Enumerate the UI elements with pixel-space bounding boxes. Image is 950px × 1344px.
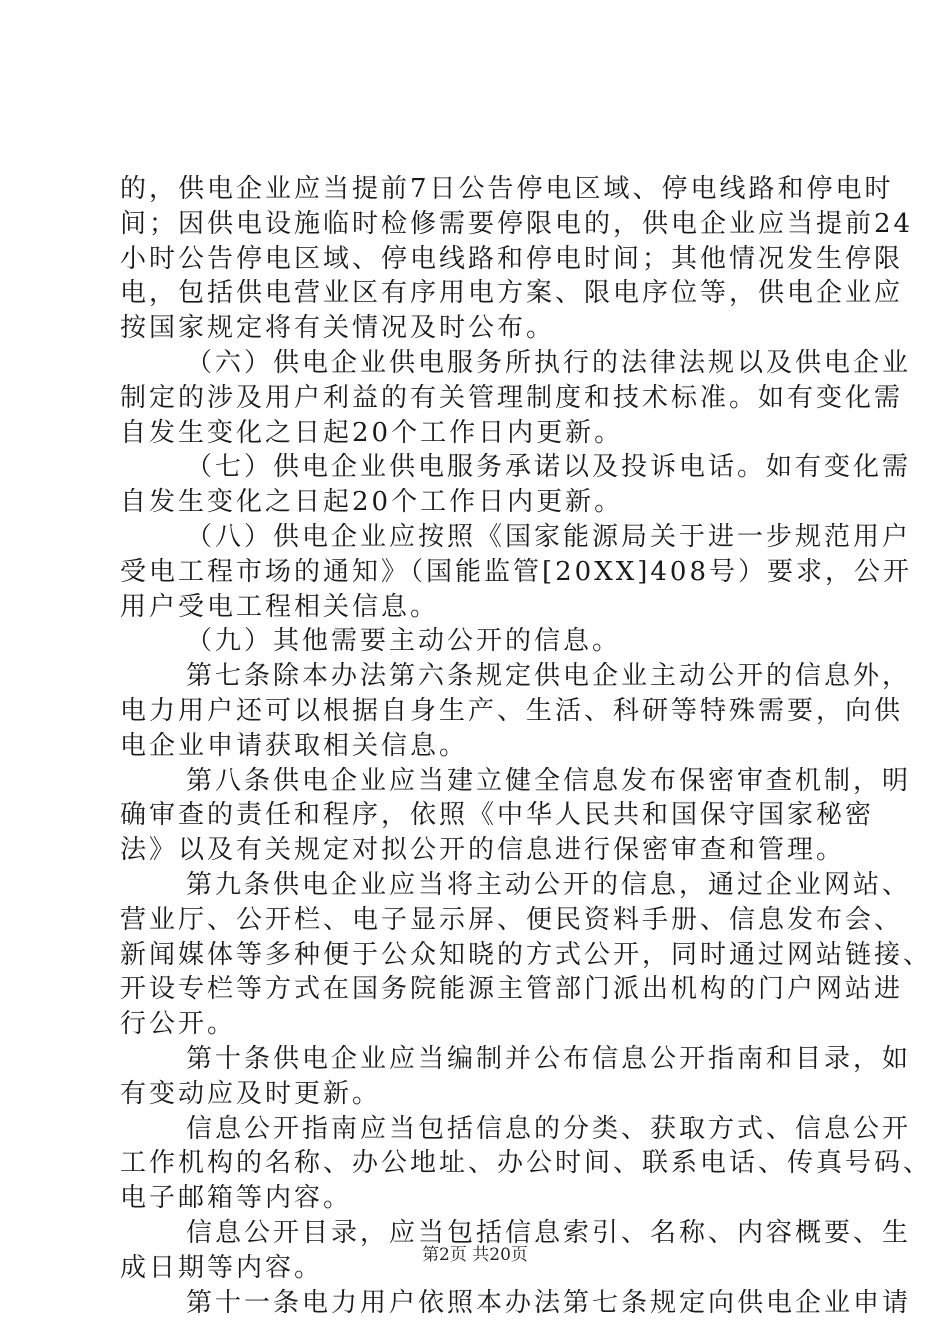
text-line: 间；因供电设施临时检修需要停限电的，供电企业应当提前24 [120, 208, 914, 239]
paragraph-start-line: 第九条供电企业应当将主动公开的信息，通过企业网站、 [186, 869, 912, 900]
paragraph-start-line: （九）其他需要主动公开的信息。 [186, 626, 622, 657]
text-line: 自发生变化之日起20个工作日内更新。 [120, 487, 624, 518]
paragraph-start-line: 第七条除本办法第六条规定供电企业主动公开的信息外， [186, 661, 912, 692]
paragraph-start-line: （七）供电企业供电服务承诺以及投诉电话。如有变化需 [186, 452, 912, 483]
text-line: 电力用户还可以根据自身生产、生活、科研等特殊需要，向供 [120, 695, 904, 726]
paragraph-start-line: 第十条供电企业应当编制并公布信息公开指南和目录，如 [186, 1043, 912, 1074]
text-line: 电企业申请获取相关信息。 [120, 730, 469, 761]
text-line: 受电工程市场的通知》（国能监管[20XX]408号）要求，公开 [120, 556, 913, 587]
text-line: 成日期等内容。 [120, 1252, 324, 1283]
text-line: 法》以及有关规定对拟公开的信息进行保密审查和管理。 [120, 835, 846, 866]
text-line: 按国家规定将有关情况及时公布。 [120, 313, 556, 344]
text-line: 开设专栏等方式在国务院能源主管部门派出机构的门户网站进 [120, 974, 904, 1005]
text-line: 确审查的责任和程序，依照《中华人民共和国保守国家秘密 [120, 800, 875, 831]
paragraph-start-line: （六）供电企业供电服务所执行的法律法规以及供电企业 [186, 347, 912, 378]
paragraph-start-line: 信息公开目录，应当包括信息索引、名称、内容概要、生 [186, 1217, 912, 1248]
text-line: 用户受电工程相关信息。 [120, 591, 440, 622]
page-number-footer: 第2页 共20页 [422, 1245, 528, 1265]
document-body [120, 172, 933, 1320]
text-line: 电，包括供电营业区有序用电方案、限电序位等，供电企业应 [120, 278, 904, 309]
text-line: 行公开。 [120, 1009, 237, 1040]
text-line: 制定的涉及用户利益的有关管理制度和技术标准。如有变化需 [120, 382, 904, 413]
text-line: 电子邮箱等内容。 [120, 1183, 353, 1214]
text-line: 的，供电企业应当提前7日公告停电区域、停电线路和停电时 [120, 174, 894, 204]
text-line: 新闻媒体等多种便于公众知晓的方式公开，同时通过网站链接、 [120, 939, 933, 970]
text-line: 有变动应及时更新。 [120, 1078, 382, 1109]
text-line: 自发生变化之日起20个工作日内更新。 [120, 417, 624, 448]
paragraph-start-line: 第八条供电企业应当建立健全信息发布保密审查机制，明 [186, 765, 912, 796]
text-line: 小时公告停电区域、停电线路和停电时间；其他情况发生停限 [120, 243, 904, 274]
paragraph-start-line: （八）供电企业应按照《国家能源局关于进一步规范用户 [186, 521, 912, 552]
text-line: 营业厅、公开栏、电子显示屏、便民资料手册、信息发布会、 [120, 904, 904, 935]
text-line: 工作机构的名称、办公地址、办公时间、联系电话、传真号码、 [120, 1148, 933, 1179]
paragraph-start-line: 第十一条电力用户依照本办法第七条规定向供电企业申请 [186, 1287, 912, 1318]
paragraph-start-line: 信息公开指南应当包括信息的分类、获取方式、信息公开 [186, 1113, 912, 1144]
